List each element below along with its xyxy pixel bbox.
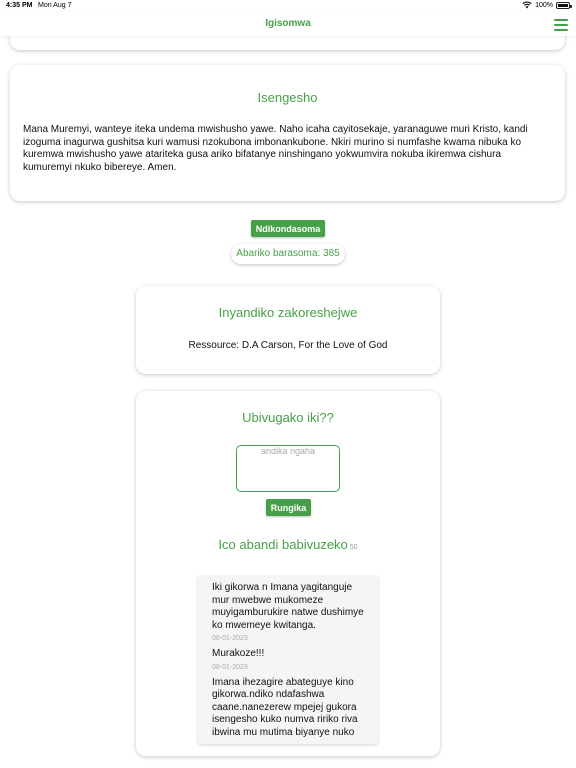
references-card bbox=[136, 286, 440, 374]
prayer-card bbox=[10, 65, 565, 201]
comment-date: 08-01-2023 bbox=[212, 663, 248, 671]
comment-text: Imana ihezagire abateguye kino gikorwa.ndiko ndafashwa caane.nanezerew mpejej gukora isengesho kuko numva ririko riva ibwina mu mutima biyanye nuko bbox=[212, 676, 358, 738]
wifi-icon bbox=[522, 1, 532, 9]
battery-icon bbox=[556, 2, 570, 9]
battery-percent: 100% bbox=[535, 1, 553, 9]
comment-item bbox=[212, 582, 366, 642]
comment-item bbox=[212, 677, 366, 740]
status-time: 4:35 PM bbox=[6, 2, 33, 9]
hamburger-menu-icon[interactable] bbox=[554, 19, 568, 30]
comment-list[interactable] bbox=[198, 576, 378, 744]
mark-as-reading-button[interactable]: Ndikondasoma bbox=[251, 220, 325, 237]
send-comment-button[interactable]: Rungika bbox=[266, 499, 311, 516]
status-bar bbox=[0, 0, 576, 12]
readers-count-badge: Abariko barasoma: 385 bbox=[231, 244, 345, 264]
comment-input[interactable] bbox=[236, 445, 340, 492]
status-right bbox=[522, 1, 570, 9]
status-date: Mon Aug 7 bbox=[38, 2, 72, 9]
others-heading-label: Ico abandi babivuzeko bbox=[218, 537, 348, 552]
page-title: Igisomwa bbox=[265, 18, 311, 29]
references-heading: Inyandiko zakoreshejwe bbox=[218, 305, 358, 320]
comments-heading: Ubivugako iki?? bbox=[242, 410, 334, 425]
comment-item bbox=[212, 648, 366, 671]
comment-text: Murakoze!!! bbox=[212, 648, 265, 659]
references-text: Ressource: D.A Carson, For the Love of God bbox=[188, 340, 388, 351]
comment-date: 08-01-2023 bbox=[212, 635, 248, 642]
prayer-heading: Isengesho bbox=[257, 90, 318, 105]
comments-card bbox=[136, 391, 440, 756]
comment-text: Iki gikorwa n Imana yagitanguje mur mwebwe mukomeze muyigamburukire natwe dushimye ko mwemeye kwitanga. bbox=[212, 582, 364, 631]
others-comments-heading bbox=[136, 537, 440, 552]
prayer-text: Mana Muremyi, wanteye iteka undema mwishusho yawe. Naho icaha cayitosekaje, yaranaguwe muri Kristo, kandi izoguma inagurwa gushitsa kuri wamusi nzokubona imbonankubone. Nkiri murino si numfashe kwama nibuka ko kuremwa mwishusho yawe atariteka gusa ariko bifatanye ninshingano yokwumvira nokuba ikiremwa cishura kumuremyi nkuko bibereye. Amen. bbox=[23, 124, 528, 173]
nav-bar bbox=[0, 12, 576, 36]
comments-count: 50 bbox=[349, 544, 358, 551]
